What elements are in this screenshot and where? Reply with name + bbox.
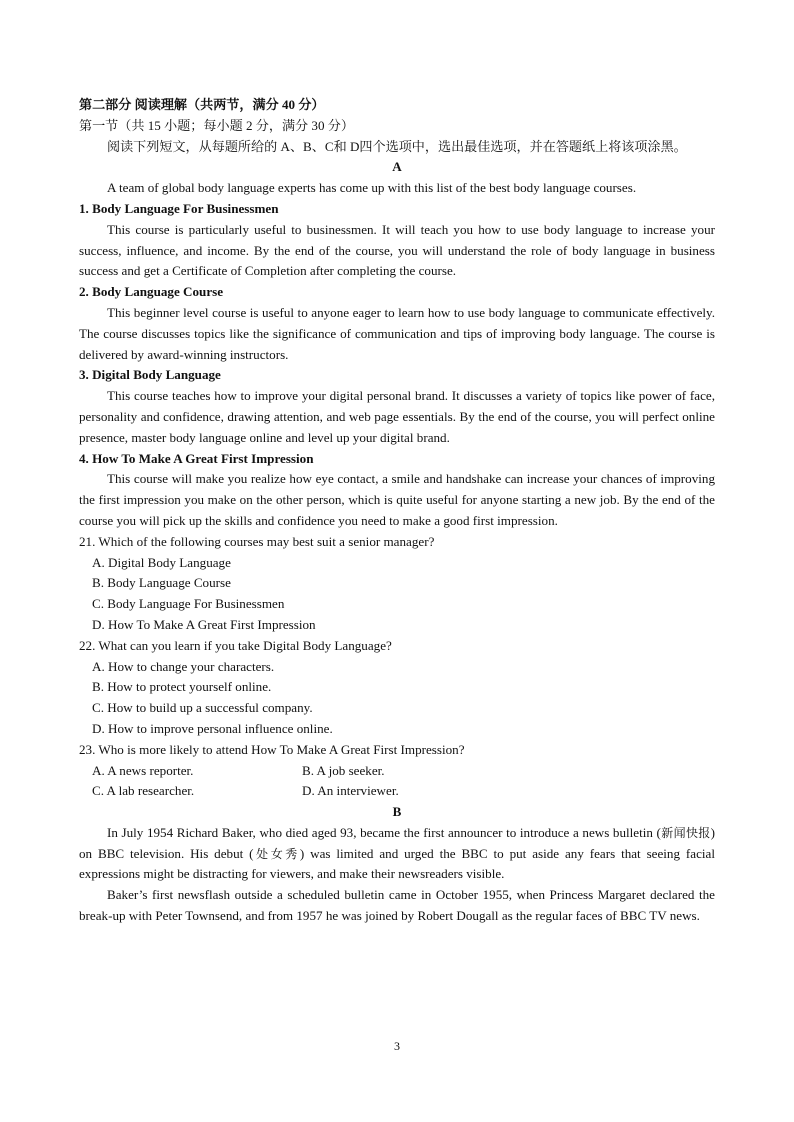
question-stem: 22. What can you learn if you take Digital Body Language? [79,637,392,653]
answer-option[interactable]: D. How To Make A Great First Impression [92,616,316,632]
text-run: ) was limited and urged the BBC to put aside any fears that seeing facial expressions might be distracting for viewers, and make their newsreaders visible. [79,845,715,882]
course-title: 4. How To Make A Great First Impression [79,450,314,466]
gloss-text: 新闻快报 [660,825,711,840]
question-stem: 23. Who is more likely to attend How To Make A Great First Impression? [79,741,465,757]
course-description: This course is particularly useful to businessmen. It will teach you how to use body language to increase your success, influence, and income. By the end of the course, you will understand the role of body language in business success and get a Certificate of Completion after completing the course. [79,221,715,279]
passage-b-paragraph [79,823,715,885]
answer-option[interactable]: D. How to improve personal influence online. [92,720,333,736]
answer-option[interactable]: D. An interviewer. [302,783,399,799]
question-stem: 21. Which of the following courses may best suit a senior manager? [79,533,435,549]
text-run: In July 1954 Richard Baker, who died aged 93, became the first announcer to introduce a news bulletin ( [107,824,661,840]
text-run: ) on BBC television. His debut ( [79,824,715,861]
answer-option[interactable]: A. Digital Body Language [92,554,231,570]
answer-option[interactable]: B. A job seeker. [302,762,385,778]
answer-option[interactable]: A. A news reporter. [92,762,194,778]
part-title: 第二部分 阅读理解（共两节，满分 40 分） [79,97,325,112]
answer-option[interactable]: C. A lab researcher. [92,783,195,799]
answer-option-row [79,761,715,782]
answer-option[interactable]: B. Body Language Course [92,575,231,591]
answer-option-row [79,781,715,802]
course-description: This beginner level course is useful to anyone eager to learn how to use body language to communicate effectively. The course discusses topics like the significance of communication and tips of improving body language. The course is delivered by award-winning instructors. [79,304,715,362]
section-title: 第一节（共 15 小题；每小题 2 分，满分 30 分） [79,117,354,133]
gloss-text: 处女秀 [253,846,300,861]
passage-b-paragraph: Baker’s first newsflash outside a scheduled bulletin came in October 1955, when Princess Margaret declared the break-up with Peter Townsend, and from 1957 he was joined by Robert Dougall as the regular faces of BBC TV news. [79,887,715,924]
instruction: 阅读下列短文，从每题所给的 A、B、C和 D四个选项中，选出最佳选项，并在答题纸上将该项涂黑。 [107,138,687,154]
passage-a-label: A [392,159,402,175]
passage-b-label: B [392,804,402,820]
answer-option[interactable]: C. Body Language For Businessmen [92,596,285,612]
course-description: This course teaches how to improve your digital personal brand. It discusses a variety of topics like power of face, personality and confidence, drawing attention, and web page essentials. By the end of the course, you will perfect online presence, master body language online and level up your digital brand. [79,388,715,445]
course-title: 3. Digital Body Language [79,367,221,383]
exam-page [79,95,715,927]
course-title: 1. Body Language For Businessmen [79,200,279,216]
page-number: 3 [394,1039,400,1053]
passage-a-intro: A team of global body language experts has come up with this list of the best body language courses. [107,180,637,196]
answer-option[interactable]: C. How to build up a successful company. [92,700,313,716]
course-description: This course will make you realize how eye contact, a smile and handshake can increase your chances of improving the first impression you make on the other person, which is quite useful for anyone starting a new job. By the end of the course you will pick up the skills and confidence you need to make a good first impression. [79,471,715,528]
course-title: 2. Body Language Course [79,284,224,300]
answer-option[interactable]: B. How to protect yourself online. [92,679,272,695]
answer-option[interactable]: A. How to change your characters. [92,658,275,674]
